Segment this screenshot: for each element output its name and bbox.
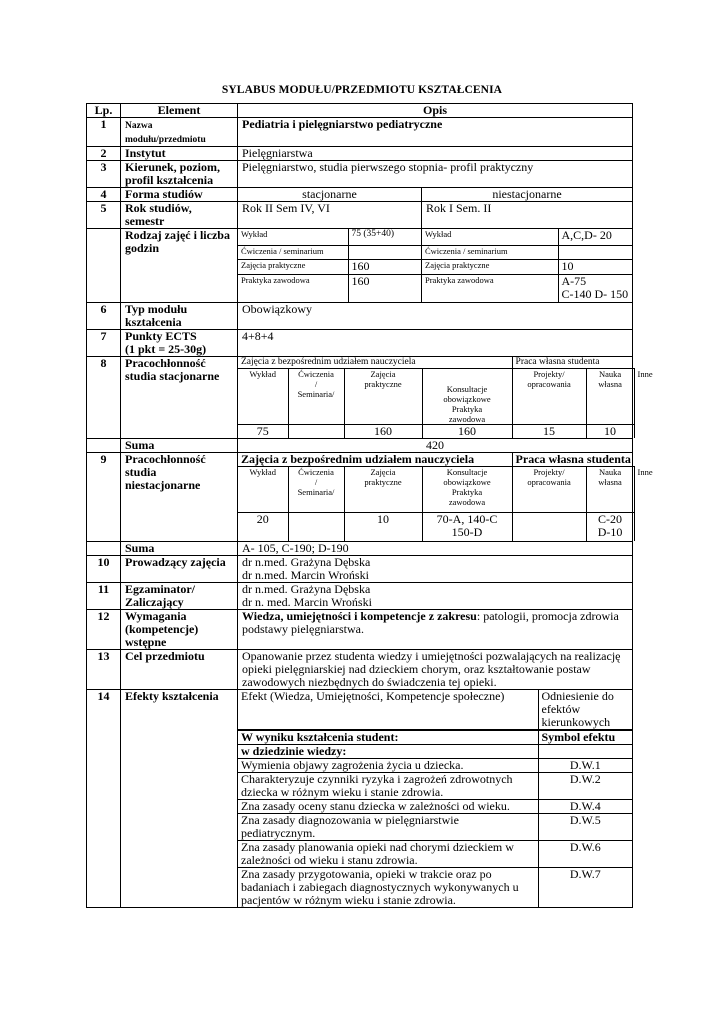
row-7 (87, 330, 633, 357)
effects-section-label: w dziedzinie wiedzy: (238, 744, 538, 758)
col-header: Zajęcia praktyczne (344, 467, 422, 513)
hours-type: Zajęcia praktyczne (422, 259, 558, 274)
row-number: 2 (87, 147, 121, 161)
goal-value: Opanowanie przez studenta wiedzy i umiejętności pozwalających na realizację opieki pielęgniarskiej nad dzieckiem chorym, oraz kształtowanie postaw zawodowych niezbędnych do świadczenia tej opieki. (238, 649, 633, 689)
effects-sub-row (238, 730, 632, 745)
element-header: Element (121, 104, 238, 118)
hours-type: Zajęcia praktyczne (238, 259, 348, 274)
hours-stacjonarne (238, 229, 422, 303)
row-10 (87, 555, 633, 582)
hours-type: Praktyka zawodowa (238, 274, 348, 302)
row-label: Typ modułu kształcenia (121, 303, 238, 330)
workload-table (238, 452, 653, 541)
label-text: Nazwa modułu/przedmiotu (125, 121, 206, 145)
hours-type: Ćwiczenia / seminarium (422, 245, 558, 259)
row-label (121, 118, 238, 147)
row-11 (87, 582, 633, 609)
row-label: Instytut (121, 147, 238, 161)
effect-text: Zna zasady diagnozowania w pielęgniarstwie pediatrycznym. (238, 813, 538, 840)
effect-row (238, 813, 632, 840)
hours-row (238, 245, 421, 259)
syllabus-table (86, 103, 653, 908)
row-5-hours (87, 229, 633, 303)
workload-group-row (238, 357, 634, 369)
row-2 (87, 147, 633, 161)
effect-row (238, 867, 632, 907)
row-number: 7 (87, 330, 121, 357)
row-number: 5 (87, 202, 121, 229)
row-label: Wymagania (kompetencje) wstępne (121, 609, 238, 649)
row-3 (87, 161, 633, 188)
module-type-value: Obowiązkowy (238, 303, 633, 330)
ects-value: 4+8+4 (238, 330, 633, 357)
row-label (121, 330, 238, 357)
row-6 (87, 303, 633, 330)
row-label: Pracochłonność studia stacjonarne (121, 357, 238, 439)
hours-value: 160 (348, 259, 421, 274)
col-value: 10 (344, 513, 422, 541)
row-label: Kierunek, poziom, profil kształcenia (121, 161, 238, 188)
col-value: 160 (422, 425, 512, 439)
col-header: Wykład (238, 467, 288, 513)
page-title: SYLABUS MODUŁU/PRZEDMIOTU KSZTAŁCENIA (221, 84, 503, 96)
col-value: 75 (238, 425, 288, 439)
hours-row (238, 229, 421, 245)
col-value (512, 513, 586, 541)
row-8-suma (87, 439, 633, 453)
hours-type: Wykład (238, 229, 348, 245)
suma-value: 420 (238, 439, 633, 453)
effects-section (238, 689, 633, 907)
examiners-value: dr n.med. Grażyna Dębska dr n. med. Marcin Wroński (238, 582, 633, 609)
row-13 (87, 649, 633, 689)
row-label: Prowadzący zajęcia (121, 555, 238, 582)
row-1 (87, 118, 633, 147)
row-number: 14 (87, 689, 121, 907)
effects-sub-left: W wyniku kształcenia student: (238, 730, 538, 745)
hours-row (422, 245, 632, 259)
opis-header: Opis (238, 104, 633, 118)
effect-symbol: D.W.4 (538, 799, 632, 813)
row-label: Rodzaj zajęć i liczba godzin (121, 229, 238, 303)
requirements-value (238, 609, 633, 649)
col-header: Wykład (238, 369, 288, 425)
module-name: Pediatria i pielęgniarstwo pediatryczne (238, 118, 633, 147)
hours-type: Wykład (422, 229, 558, 245)
effect-symbol: D.W.7 (538, 867, 632, 907)
col-header: Nauka własna (586, 467, 634, 513)
suma-value: A- 105, C-190; D-190 (238, 541, 633, 555)
workload-cols-row: Wykład Ćwiczenia / Seminaria/ Zajęcia praktyczne Konsultacje obowiązkowe Praktyka zawodowa Projekty/ opracowania Nauka własna Inne (238, 369, 634, 425)
col-value: 10 (586, 425, 634, 439)
row-label: Pracochłonność studia niestacjonarne (121, 453, 238, 542)
effect-row (238, 772, 632, 799)
row-number: 8 (87, 357, 121, 439)
hours-value: A,C,D- 20 (558, 229, 632, 245)
col-header: Ćwiczenia / Seminaria/ (288, 467, 344, 513)
row-number: 12 (87, 609, 121, 649)
workload-cols-row: Wykład Ćwiczenia / Seminaria/ Zajęcia praktyczne Konsultacje obowiązkowe Praktyka zawodowa Projekty/ opracowania Nauka własna Inne (238, 467, 634, 513)
effect-row (238, 840, 632, 867)
form-niestacjonarne: niestacjonarne (422, 188, 633, 202)
row-label: Efekty kształcenia (121, 689, 238, 907)
effect-text: Charakteryzuje czynniki ryzyka i zagrożeń zdrowotnych dziecka w różnym wieku i stanie zdrowia. (238, 772, 538, 799)
row-number: 11 (87, 582, 121, 609)
effects-head-left: Efekt (Wiedza, Umiejętności, Kompetencje społeczne) (238, 690, 538, 730)
suma-label: Suma (121, 541, 238, 555)
row-8 (87, 357, 633, 439)
workload-values-row (238, 425, 634, 439)
hours-row (422, 229, 632, 245)
row-number: 4 (87, 188, 121, 202)
requirements-rest: : patologii, promocja zdrowia podstawy pielęgniarstwa. (242, 608, 619, 636)
row-label: Forma studiów (121, 188, 238, 202)
workload-values-row (238, 513, 634, 541)
header-row (87, 104, 633, 118)
row-number (87, 439, 121, 453)
group-self: Praca własna studenta (512, 453, 634, 467)
hours-row (238, 259, 421, 274)
effect-text: Zna zasady oceny stanu dziecka w zależności od wieku. (238, 799, 538, 813)
effect-text: Zna zasady planowania opieki nad chorymi dzieckiem w zależności od wieku i stanu zdrowia. (238, 840, 538, 867)
col-header: Zajęcia praktyczne (344, 369, 422, 425)
hours-row (422, 274, 632, 302)
row-number: 1 (87, 118, 121, 147)
workload-niestacjonarne (238, 452, 653, 542)
row-9 (87, 453, 633, 542)
direction-value: Pielęgniarstwo, studia pierwszego stopnia- profil praktyczny (238, 161, 633, 188)
year-niestacjonarne: Rok I Sem. II (422, 202, 633, 229)
hours-value (558, 245, 632, 259)
workload-table (238, 357, 653, 438)
group-direct: Zajęcia z bezpośrednim udziałem nauczyciela (238, 453, 512, 467)
hours-value: 75 (35+40) (348, 229, 421, 245)
institute-value: Pielęgniarstwa (238, 147, 633, 161)
hours-type: Ćwiczenia / seminarium (238, 245, 348, 259)
hours-row (422, 259, 632, 274)
col-header: Nauka własna (586, 369, 634, 425)
form-stacjonarne: stacjonarne (238, 188, 422, 202)
col-header: Projekty/ opracowania (512, 467, 586, 513)
col-value: C-20 D-10 (586, 513, 634, 541)
effect-symbol: D.W.5 (538, 813, 632, 840)
col-value (288, 513, 344, 541)
effect-row (238, 758, 632, 772)
effect-symbol: D.W.6 (538, 840, 632, 867)
label-text: Punkty ECTS (1 pkt = 25-30g) (125, 329, 207, 356)
effects-section-empty (538, 744, 632, 758)
row-number: 9 (87, 453, 121, 542)
col-value: 15 (512, 425, 586, 439)
effects-section-row (238, 744, 632, 758)
row-label: Rok studiów, semestr (121, 202, 238, 229)
col-header: Konsultacje obowiązkowe Praktyka zawodowa (422, 467, 512, 513)
hours-niestacjonarne (422, 229, 633, 303)
effect-text: Zna zasady przygotowania, opieki w trakcie oraz po badaniach i zabiegach diagnostycznych wykonywanych u pacjentów w różnym wieku i stanie zdrowia. (238, 867, 538, 907)
hours-type: Praktyka zawodowa (422, 274, 558, 302)
requirements-bold: Wiedza, umiejętności i kompetencje z zakresu (242, 608, 477, 623)
suma-label: Suma (121, 439, 238, 453)
row-12 (87, 609, 633, 649)
hours-table (422, 229, 632, 302)
effects-table (238, 690, 632, 907)
col-value: 20 (238, 513, 288, 541)
row-number (87, 541, 121, 555)
col-header: Ćwiczenia / Seminaria/ (288, 369, 344, 425)
effects-head-right: Odniesienie do efektów kierunkowych (538, 690, 632, 730)
workload-group-row (238, 453, 634, 467)
row-number: 13 (87, 649, 121, 689)
row-number: 6 (87, 303, 121, 330)
row-14 (87, 689, 633, 907)
effect-text: Wymienia objawy zagrożenia życia u dziecka. (238, 758, 538, 772)
hours-value (348, 245, 421, 259)
effect-symbol: D.W.1 (538, 758, 632, 772)
row-label: Cel przedmiotu (121, 649, 238, 689)
hours-row (238, 274, 421, 302)
col-value (288, 425, 344, 439)
row-number: 10 (87, 555, 121, 582)
effects-head-row (238, 690, 632, 730)
row-9-suma (87, 541, 633, 555)
effect-row (238, 799, 632, 813)
effect-symbol: D.W.2 (538, 772, 632, 799)
group-direct: Zajęcia z bezpośrednim udziałem nauczyciela (238, 357, 512, 369)
hours-value: A-75 C-140 D- 150 (558, 274, 632, 302)
row-4 (87, 188, 633, 202)
effects-sub-right: Symbol efektu (538, 730, 632, 745)
hours-value: 160 (348, 274, 421, 302)
row-label: Egzaminator/ Zaliczający (121, 582, 238, 609)
group-self: Praca własna studenta (512, 357, 634, 369)
col-value: 70-A, 140-C 150-D (422, 513, 512, 541)
row-5 (87, 202, 633, 229)
col-value: 160 (344, 425, 422, 439)
lp-header: Lp. (87, 104, 121, 118)
row-number: 3 (87, 161, 121, 188)
hours-value: 10 (558, 259, 632, 274)
hours-table (238, 229, 421, 302)
col-header: Konsultacje obowiązkowe Praktyka zawodowa (422, 369, 512, 425)
row-number (87, 229, 121, 303)
lecturers-value: dr n.med. Grażyna Dębska dr n.med. Marcin Wroński (238, 555, 633, 582)
year-stacjonarne: Rok II Sem IV, VI (238, 202, 422, 229)
workload-stacjonarne (238, 357, 653, 439)
col-header: Projekty/ opracowania (512, 369, 586, 425)
